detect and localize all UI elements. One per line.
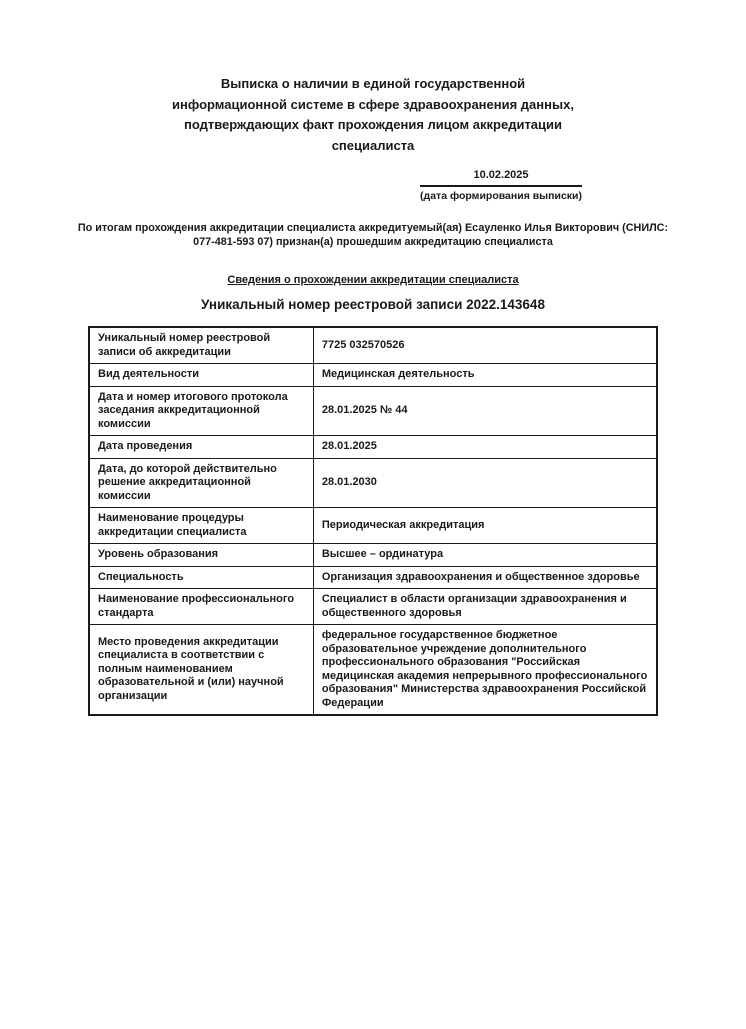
row-value-cell: 28.01.2025 bbox=[313, 436, 657, 459]
row-label-cell: Место проведения аккредитации специалиста в соответствии с полным наименованием образовательной и (или) научной организации bbox=[89, 625, 313, 716]
issue-date-label: (дата формирования выписки) bbox=[420, 190, 582, 202]
table-row bbox=[89, 566, 657, 589]
issue-date-value: 10.02.2025 bbox=[420, 168, 582, 187]
row-label-cell: Наименование профессионального стандарта bbox=[89, 589, 313, 625]
table-row bbox=[89, 508, 657, 544]
row-value-cell: 7725 032570526 bbox=[313, 327, 657, 364]
table-row bbox=[89, 386, 657, 436]
row-value-cell: Специалист в области организации здравоохранения и общественного здоровья bbox=[313, 589, 657, 625]
row-label-cell: Вид деятельности bbox=[89, 364, 313, 387]
row-label-cell: Дата проведения bbox=[89, 436, 313, 459]
row-value-cell: Высшее – ординатура bbox=[313, 544, 657, 567]
table-row bbox=[89, 436, 657, 459]
row-label-cell: Уровень образования bbox=[89, 544, 313, 567]
table-row bbox=[89, 544, 657, 567]
section-heading: Сведения о прохождении аккредитации специалиста bbox=[227, 274, 519, 286]
row-value-cell: Периодическая аккредитация bbox=[313, 508, 657, 544]
table-row bbox=[89, 458, 657, 508]
accreditation-details-table bbox=[88, 326, 658, 716]
table-row bbox=[89, 589, 657, 625]
registry-number-heading: Уникальный номер реестровой записи 2022.143648 bbox=[201, 297, 545, 312]
row-label-cell: Дата, до которой действительно решение аккредитационной комиссии bbox=[89, 458, 313, 508]
row-value-cell: Медицинская деятельность bbox=[313, 364, 657, 387]
table-row bbox=[89, 625, 657, 716]
row-label-cell: Специальность bbox=[89, 566, 313, 589]
document-title: Выписка о наличии в единой государственной информационной системе в сфере здравоохранения данных, подтверждающих факт прохождения лицом аккредитации специалиста bbox=[172, 76, 574, 153]
row-value-cell: 28.01.2030 bbox=[313, 458, 657, 508]
row-value-cell: федеральное государственное бюджетное образовательное учреждение дополнительного профессионального образования "Российская медицинская академия непрерывного профессионального образования" Министерства здравоохранения Российской Федерации bbox=[313, 625, 657, 716]
row-label-cell: Дата и номер итогового протокола заседания аккредитационной комиссии bbox=[89, 386, 313, 436]
row-value-cell: Организация здравоохранения и общественное здоровье bbox=[313, 566, 657, 589]
row-value-cell: 28.01.2025 № 44 bbox=[313, 386, 657, 436]
row-label-cell: Наименование процедуры аккредитации специалиста bbox=[89, 508, 313, 544]
row-label-cell: Уникальный номер реестровой записи об аккредитации bbox=[89, 327, 313, 364]
table-row bbox=[89, 327, 657, 364]
details-table-body bbox=[89, 327, 657, 715]
accreditation-summary-paragraph: По итогам прохождения аккредитации специалиста аккредитуемый(ая) Есауленко Илья Викторович (СНИЛС: 077-481-593 07) признан(а) прошедшим аккредитацию специалиста bbox=[77, 222, 669, 248]
issue-date-block bbox=[420, 168, 582, 203]
table-row bbox=[89, 364, 657, 387]
